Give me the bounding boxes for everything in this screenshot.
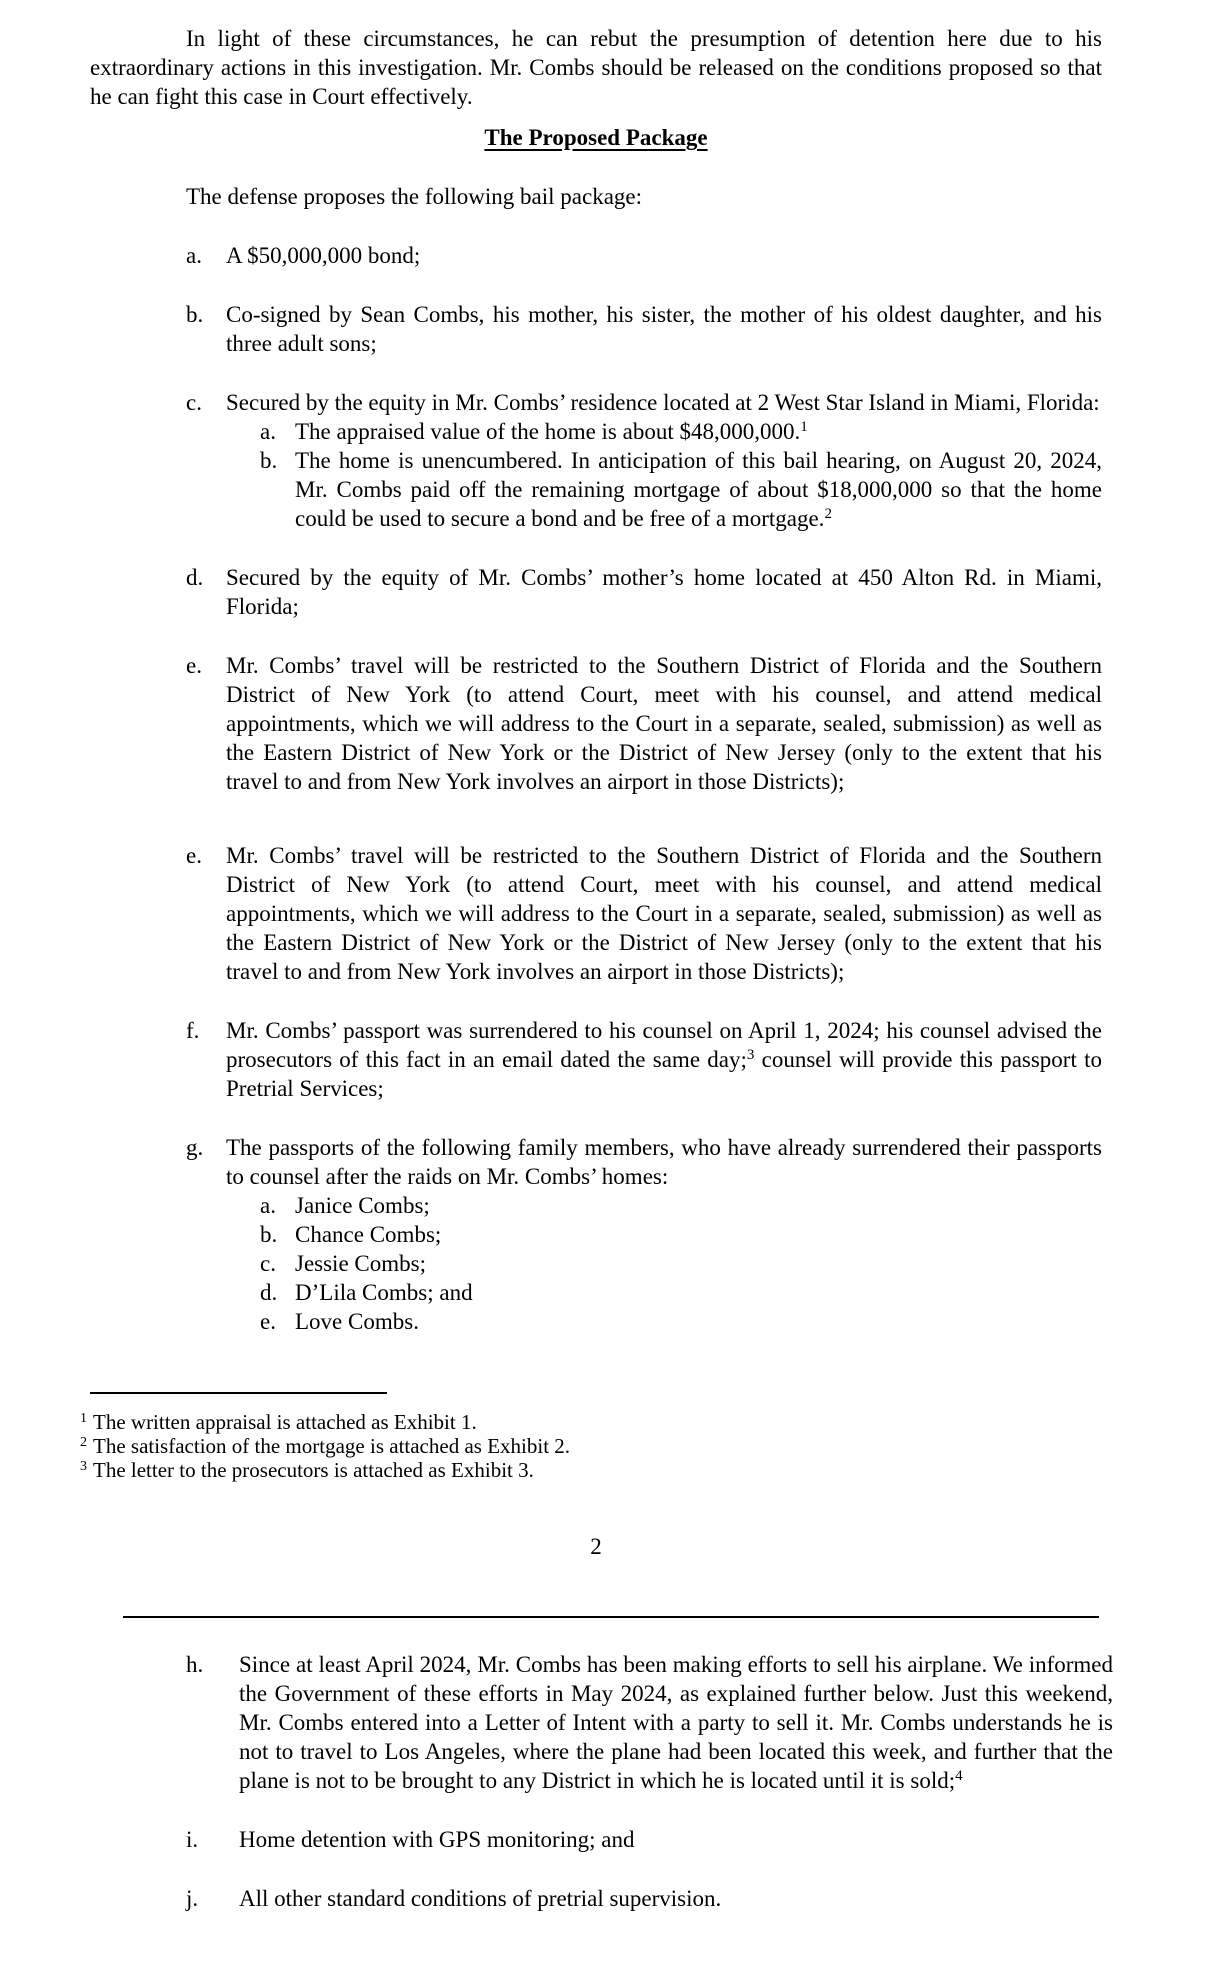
sub-item-text: Love Combs. [295, 1309, 419, 1334]
sub-item-c-a [90, 417, 1102, 446]
sub-item-c-b [90, 446, 1102, 533]
sub-item-text [90, 417, 1102, 446]
footnote-text: The letter to the prosecutors is attached as Exhibit 3. [93, 1458, 534, 1482]
list-item-text: The passports of the following family members, who have already surrendered their passports to counsel after the raids on Mr. Combs’ homes: [226, 1135, 1102, 1189]
list-item-text: A $50,000,000 bond; [226, 243, 421, 268]
footnote-text: The written appraisal is attached as Exhibit 1. [93, 1410, 477, 1434]
page-number: 2 [590, 1534, 602, 1559]
list-item-text: Home detention with GPS monitoring; and [239, 1827, 635, 1852]
list-item-text-before: Mr. Combs’ passport was surrendered to his counsel on April 1, 2024; his counsel advised the prosecutors of this fact in an email dated the same day; [226, 1018, 1102, 1072]
list-item-label: c. [186, 390, 202, 415]
list-item-label: d. [186, 565, 204, 590]
sub-item-label: c. [260, 1251, 276, 1276]
footnote-marker: 3 [80, 1459, 87, 1474]
list-item-text: Co-signed by Sean Combs, his mother, his sister, the mother of his oldest daughter, and his three adult sons; [226, 302, 1102, 356]
footnote-separator-rule [90, 1392, 387, 1394]
sub-item-label: a. [260, 419, 276, 444]
list-item-label: a. [186, 243, 202, 268]
page1-content [90, 24, 1102, 1336]
opening-paragraph: In light of these circumstances, he can rebut the presumption of detention here due to his extraordinary actions in this investigation. Mr. Combs should be released on the conditions proposed so that he can fight this case in Court effectively. [90, 26, 1102, 109]
list-intro: The defense proposes the following bail package: [186, 184, 643, 209]
footnote-2 [80, 1434, 1102, 1458]
footnote-1 [80, 1410, 1102, 1434]
list-item-text: Mr. Combs’ travel will be restricted to the Southern District of Florida and the Southern District of New York (to attend Court, meet with his counsel, and attend medical appointments, which we will address to the Court in a separate, sealed, submission) as well as the Eastern District of New York or the District of New Jersey (only to the extent that his travel to and from New York involves an airport in those Districts); [226, 653, 1102, 794]
list-item-text-before: Since at least April 2024, Mr. Combs has been making efforts to sell his airplane. We informed the Government of these efforts in May 2024, as explained further below. Just this weekend, Mr. Combs entered into a Letter of Intent with a party to sell it. Mr. Combs understands he is not to travel to Los Angeles, where the plane had been located this week, and further that the plane is not to be brought to any District in which he is located until it is sold; [239, 1652, 1113, 1793]
sub-item-text: Chance Combs; [295, 1222, 442, 1247]
list-item-label: g. [186, 1135, 204, 1160]
sub-item-g-a [90, 1191, 1102, 1220]
list-item-d [90, 563, 1102, 621]
list-item-a [90, 241, 1102, 270]
sub-item-label: a. [260, 1193, 276, 1218]
list-item-i [90, 1825, 1113, 1854]
list-item-label: h. [186, 1652, 204, 1677]
page2-content [90, 1650, 1113, 1913]
list-item-label: e. [186, 843, 202, 868]
footnote-text: The satisfaction of the mortgage is attached as Exhibit 2. [93, 1434, 571, 1458]
list-item-label: e. [186, 653, 202, 678]
list-item-text [90, 1016, 1102, 1103]
sub-item-g-d [90, 1278, 1102, 1307]
footnote-area [80, 1392, 1102, 1482]
footnote-ref-4: 4 [955, 1768, 963, 1784]
list-item-c [90, 388, 1102, 533]
sub-item-label: b. [260, 448, 278, 473]
sub-item-text [90, 446, 1102, 533]
list-item-text: Secured by the equity of Mr. Combs’ mother’s home located at 450 Alton Rd. in Miami, Florida; [226, 565, 1102, 619]
list-item-b [90, 300, 1102, 358]
list-item-g [90, 1133, 1102, 1336]
sub-item-label: b. [260, 1222, 278, 1247]
sub-item-label: e. [260, 1309, 276, 1334]
sub-item-text: D’Lila Combs; and [295, 1280, 473, 1305]
footnote-marker: 1 [80, 1411, 87, 1426]
footnote-marker: 2 [80, 1435, 87, 1450]
list-item-text: Mr. Combs’ travel will be restricted to the Southern District of Florida and the Southern District of New York (to attend Court, meet with his counsel, and attend medical appointments, which we will address to the Court in a separate, sealed, submission) as well as the Eastern District of New York or the District of New Jersey (only to the extent that his travel to and from New York involves an airport in those Districts); [226, 843, 1102, 984]
list-item-label: j. [186, 1886, 199, 1911]
sub-item-text: Janice Combs; [295, 1193, 430, 1218]
list-item-h [90, 1650, 1113, 1795]
sub-item-g-b [90, 1220, 1102, 1249]
list-item-text [90, 1650, 1113, 1795]
sub-item-text-body: The home is unencumbered. In anticipation of this bail hearing, on August 20, 2024, Mr. Combs paid off the remaining mortgage of about $18,000,000 so that the home could be used to secure a bond and be free of a mortgage. [295, 448, 1102, 531]
section-heading [90, 123, 1102, 152]
list-item-text-after: counsel will provide this passport to Pretrial Services; [226, 1047, 1102, 1101]
footnote-ref-2: 2 [824, 506, 832, 522]
footnote-ref-1: 1 [800, 419, 808, 435]
sub-item-g-e [90, 1307, 1102, 1336]
page-break-divider [123, 1616, 1099, 1618]
footnote-ref-3: 3 [746, 1047, 755, 1063]
sub-item-text: Jessie Combs; [295, 1251, 426, 1276]
list-item-text: Secured by the equity in Mr. Combs’ residence located at 2 West Star Island in Miami, Florida: [226, 390, 1100, 415]
list-item-j [90, 1884, 1113, 1913]
list-item-f [90, 1016, 1102, 1103]
sub-item-text-body: The appraised value of the home is about $48,000,000. [295, 419, 801, 444]
list-item-label: f. [186, 1018, 200, 1043]
list-item-e [90, 651, 1102, 796]
sub-item-g-c [90, 1249, 1102, 1278]
section-heading-text: The Proposed Package [484, 125, 708, 150]
list-item-text: All other standard conditions of pretrial supervision. [239, 1886, 722, 1911]
footnote-3 [80, 1458, 1102, 1482]
list-item-label: i. [186, 1827, 199, 1852]
list-item-e-duplicate [90, 841, 1102, 986]
sub-item-label: d. [260, 1280, 278, 1305]
list-item-label: b. [186, 302, 204, 327]
